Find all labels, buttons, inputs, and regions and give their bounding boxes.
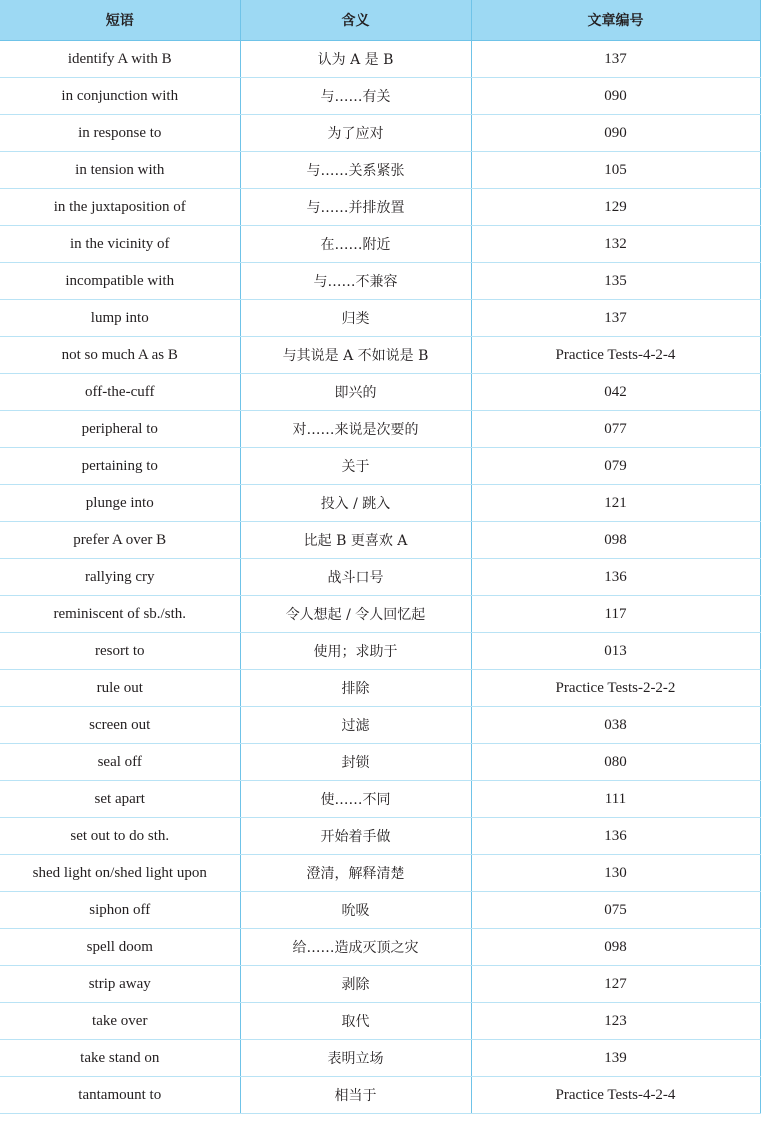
phrase-cell: rule out <box>0 670 240 707</box>
meaning-cell: 认为 A 是 B <box>240 41 471 78</box>
article-cell: 137 <box>471 41 760 78</box>
article-cell: 038 <box>471 707 760 744</box>
phrase-cell: prefer A over B <box>0 522 240 559</box>
table-header-row <box>0 0 760 41</box>
table-row <box>0 1077 760 1114</box>
article-cell: 075 <box>471 892 760 929</box>
table-row <box>0 115 760 152</box>
article-cell: 127 <box>471 966 760 1003</box>
article-cell: 132 <box>471 226 760 263</box>
meaning-cell: 给……造成灭顶之灾 <box>240 929 471 966</box>
phrase-cell: resort to <box>0 633 240 670</box>
meaning-cell: 即兴的 <box>240 374 471 411</box>
table-row <box>0 855 760 892</box>
phrase-cell: shed light on/shed light upon <box>0 855 240 892</box>
table-row <box>0 707 760 744</box>
meaning-cell: 投入 / 跳入 <box>240 485 471 522</box>
table-row <box>0 411 760 448</box>
article-cell: Practice Tests-2-2-2 <box>471 670 760 707</box>
phrase-cell: screen out <box>0 707 240 744</box>
table-row <box>0 522 760 559</box>
table-row <box>0 1040 760 1077</box>
phrase-cell: seal off <box>0 744 240 781</box>
article-cell: 090 <box>471 78 760 115</box>
phrase-cell: tantamount to <box>0 1077 240 1114</box>
meaning-cell: 对……来说是次要的 <box>240 411 471 448</box>
meaning-cell: 澄清，解释清楚 <box>240 855 471 892</box>
table-row <box>0 78 760 115</box>
meaning-cell: 归类 <box>240 300 471 337</box>
phrase-cell: in the vicinity of <box>0 226 240 263</box>
phrase-cell: in conjunction with <box>0 78 240 115</box>
table-row <box>0 596 760 633</box>
table-row <box>0 485 760 522</box>
meaning-cell: 吮吸 <box>240 892 471 929</box>
header-article: 文章编号 <box>471 0 760 41</box>
phrase-cell: lump into <box>0 300 240 337</box>
article-cell: 129 <box>471 189 760 226</box>
phrase-cell: spell doom <box>0 929 240 966</box>
article-cell: Practice Tests-4-2-4 <box>471 1077 760 1114</box>
article-cell: 090 <box>471 115 760 152</box>
meaning-cell: 相当于 <box>240 1077 471 1114</box>
meaning-cell: 剥除 <box>240 966 471 1003</box>
meaning-cell: 使……不同 <box>240 781 471 818</box>
meaning-cell: 令人想起 / 令人回忆起 <box>240 596 471 633</box>
meaning-cell: 为了应对 <box>240 115 471 152</box>
phrase-cell: not so much A as B <box>0 337 240 374</box>
article-cell: 080 <box>471 744 760 781</box>
table-row <box>0 744 760 781</box>
phrase-cell: pertaining to <box>0 448 240 485</box>
meaning-cell: 使用；求助于 <box>240 633 471 670</box>
meaning-cell: 在……附近 <box>240 226 471 263</box>
meaning-cell: 取代 <box>240 1003 471 1040</box>
meaning-cell: 与其说是 A 不如说是 B <box>240 337 471 374</box>
article-cell: 098 <box>471 522 760 559</box>
meaning-cell: 与……不兼容 <box>240 263 471 300</box>
phrase-cell: set out to do sth. <box>0 818 240 855</box>
article-cell: 111 <box>471 781 760 818</box>
meaning-cell: 战斗口号 <box>240 559 471 596</box>
phrase-cell: peripheral to <box>0 411 240 448</box>
table-row <box>0 781 760 818</box>
article-cell: 105 <box>471 152 760 189</box>
phrase-cell: in the juxtaposition of <box>0 189 240 226</box>
phrase-cell: set apart <box>0 781 240 818</box>
table-row <box>0 633 760 670</box>
article-cell: 130 <box>471 855 760 892</box>
article-cell: 042 <box>471 374 760 411</box>
phrase-cell: in response to <box>0 115 240 152</box>
article-cell: 139 <box>471 1040 760 1077</box>
phrase-cell: in tension with <box>0 152 240 189</box>
table-row <box>0 670 760 707</box>
article-cell: 013 <box>471 633 760 670</box>
phrase-cell: reminiscent of sb./sth. <box>0 596 240 633</box>
table-row <box>0 300 760 337</box>
table-row <box>0 448 760 485</box>
phrase-cell: siphon off <box>0 892 240 929</box>
table-row <box>0 337 760 374</box>
phrase-cell: take stand on <box>0 1040 240 1077</box>
article-cell: 079 <box>471 448 760 485</box>
article-cell: Practice Tests-4-2-4 <box>471 337 760 374</box>
meaning-cell: 封锁 <box>240 744 471 781</box>
phrase-cell: strip away <box>0 966 240 1003</box>
table-row <box>0 892 760 929</box>
meaning-cell: 与……关系紧张 <box>240 152 471 189</box>
meaning-cell: 排除 <box>240 670 471 707</box>
table-row <box>0 818 760 855</box>
phrase-cell: off-the-cuff <box>0 374 240 411</box>
meaning-cell: 表明立场 <box>240 1040 471 1077</box>
table-row <box>0 226 760 263</box>
meaning-cell: 过滤 <box>240 707 471 744</box>
table-row <box>0 152 760 189</box>
phrase-cell: incompatible with <box>0 263 240 300</box>
table-row <box>0 559 760 596</box>
meaning-cell: 与……并排放置 <box>240 189 471 226</box>
phrase-cell: take over <box>0 1003 240 1040</box>
article-cell: 077 <box>471 411 760 448</box>
phrase-cell: identify A with B <box>0 41 240 78</box>
table-row <box>0 929 760 966</box>
header-meaning: 含义 <box>240 0 471 41</box>
header-phrase: 短语 <box>0 0 240 41</box>
table-row <box>0 189 760 226</box>
article-cell: 098 <box>471 929 760 966</box>
article-cell: 135 <box>471 263 760 300</box>
article-cell: 123 <box>471 1003 760 1040</box>
meaning-cell: 与……有关 <box>240 78 471 115</box>
table-row <box>0 263 760 300</box>
table-row <box>0 41 760 78</box>
meaning-cell: 关于 <box>240 448 471 485</box>
article-cell: 137 <box>471 300 760 337</box>
table-row <box>0 1003 760 1040</box>
article-cell: 121 <box>471 485 760 522</box>
meaning-cell: 开始着手做 <box>240 818 471 855</box>
article-cell: 136 <box>471 818 760 855</box>
article-cell: 136 <box>471 559 760 596</box>
article-cell: 117 <box>471 596 760 633</box>
table-row <box>0 374 760 411</box>
phrase-cell: rallying cry <box>0 559 240 596</box>
meaning-cell: 比起 B 更喜欢 A <box>240 522 471 559</box>
phrase-cell: plunge into <box>0 485 240 522</box>
table-row <box>0 966 760 1003</box>
